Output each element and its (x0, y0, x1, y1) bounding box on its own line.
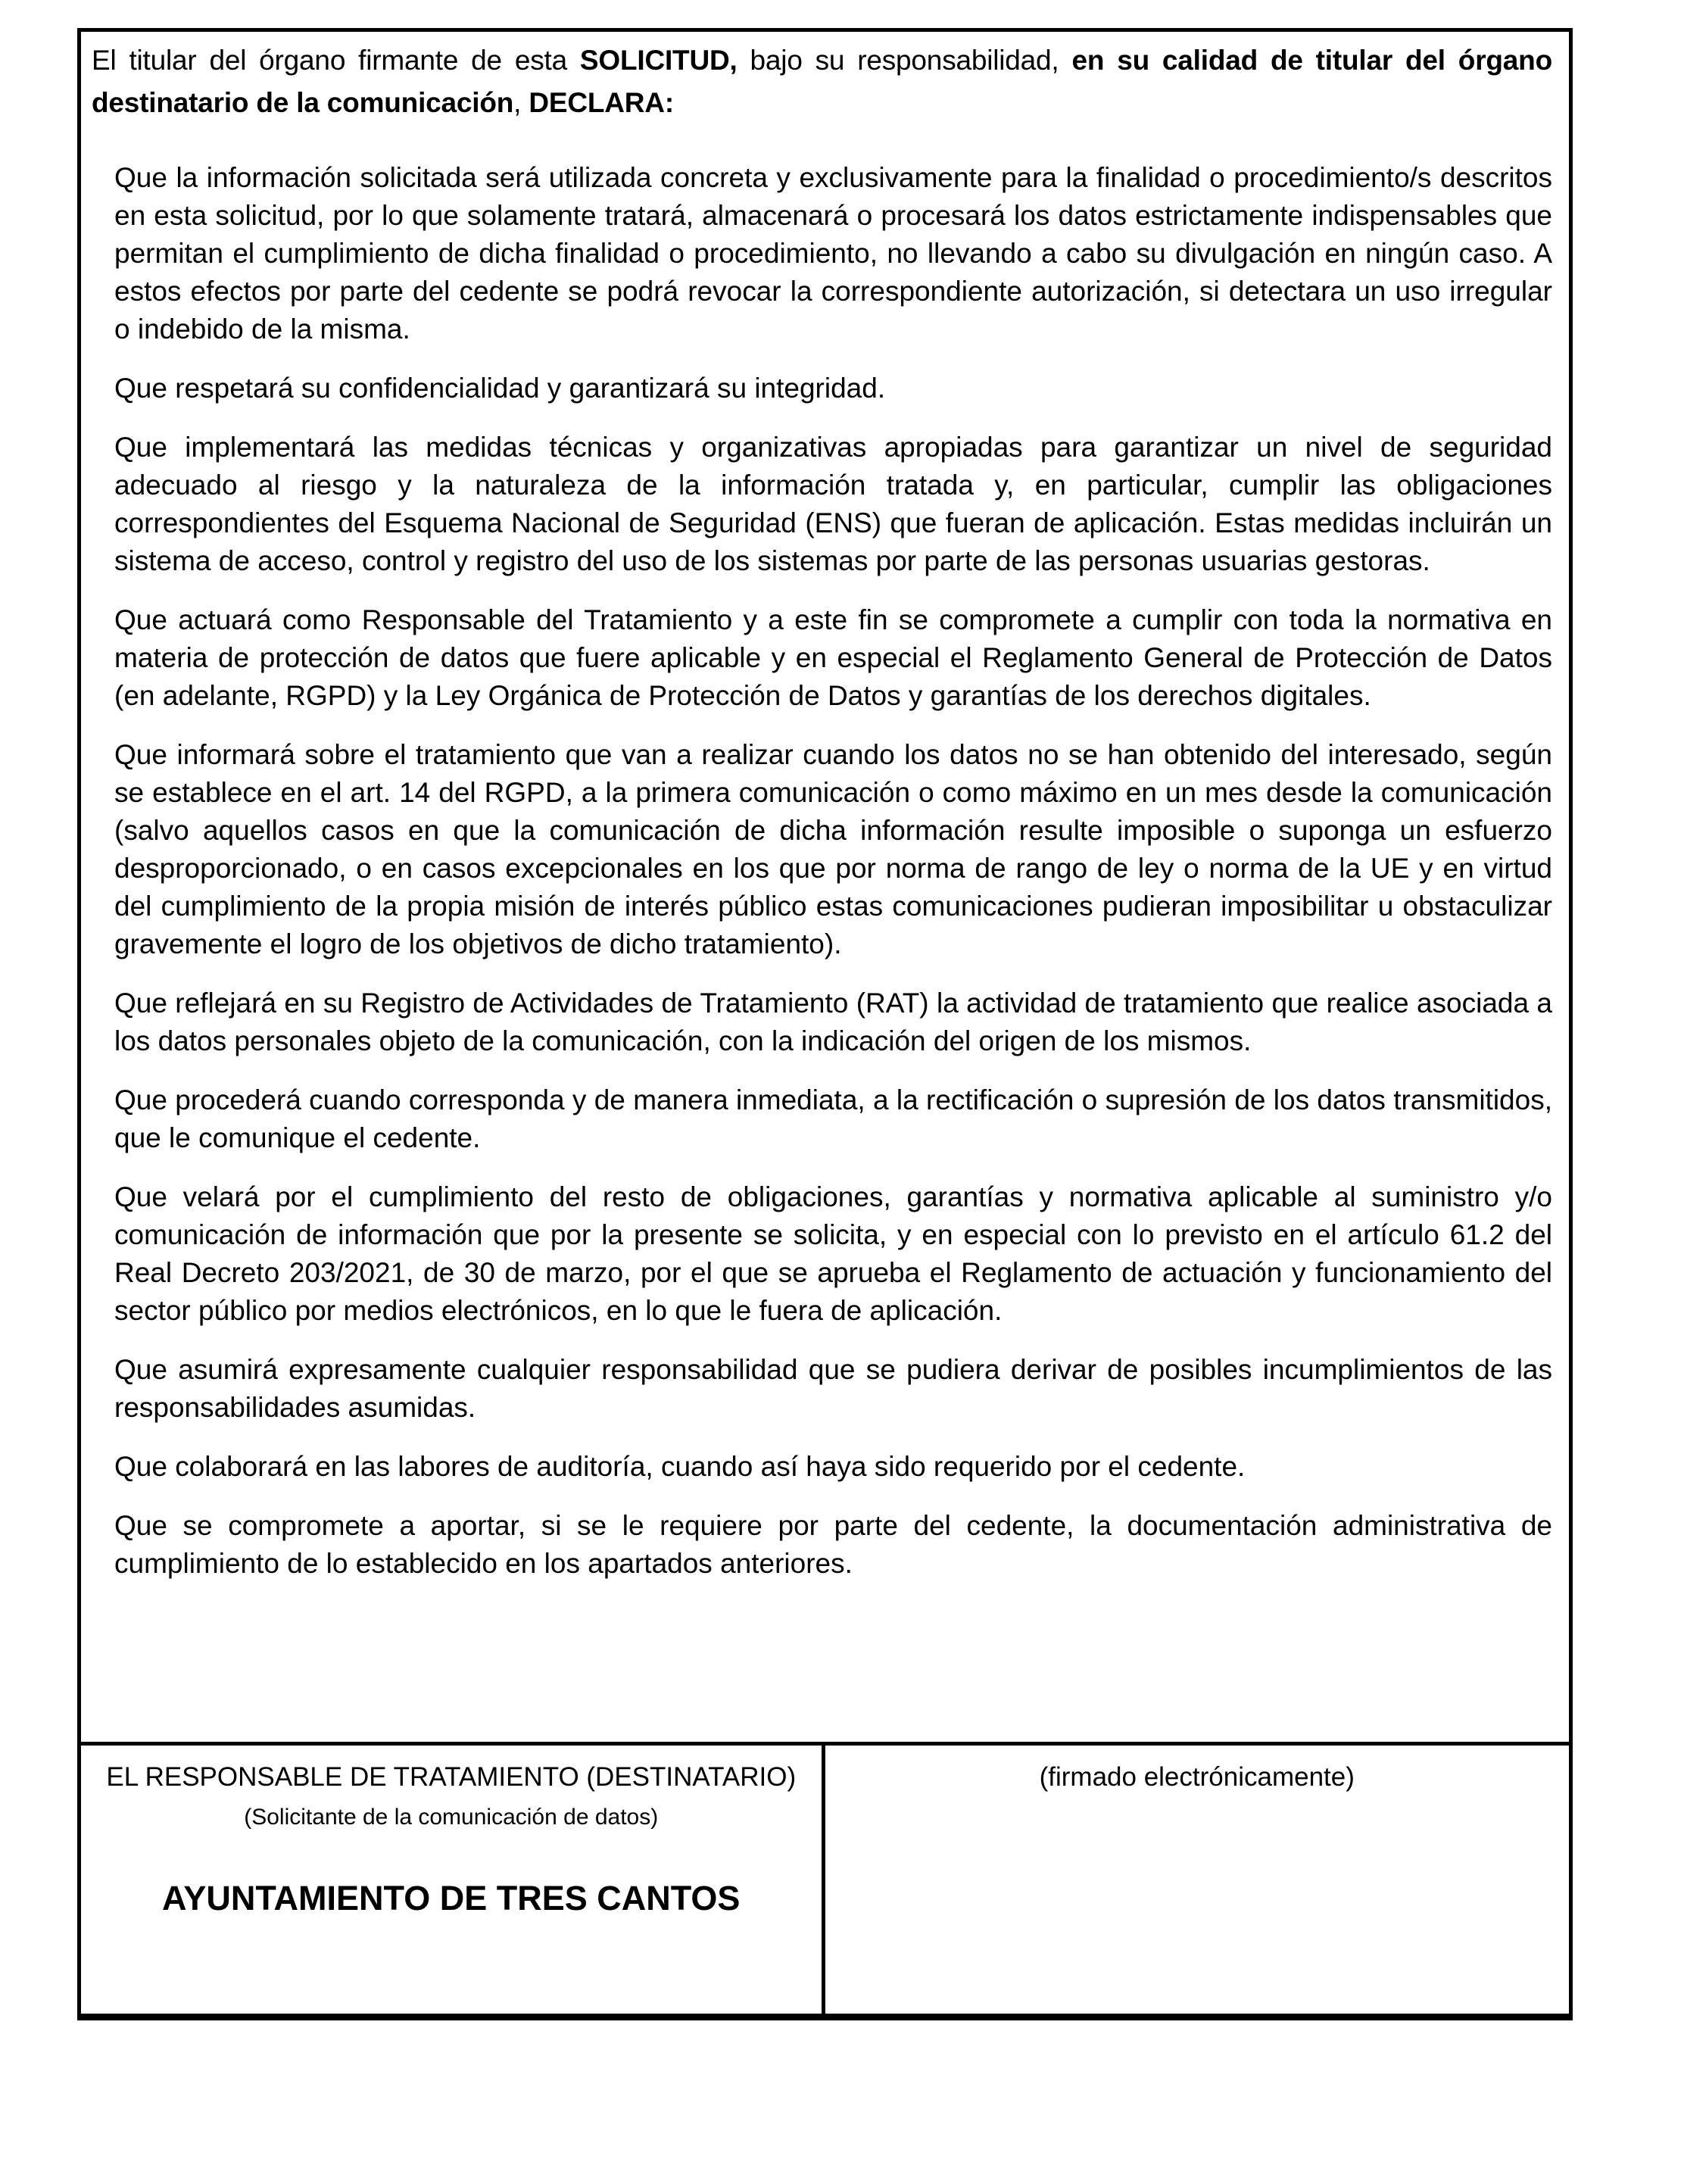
declaration-paragraph: Que implementará las medidas técnicas y organizativas apropiadas para garantizar un nivel de seguridad adecuado al riesgo y la naturaleza de la información tratada y, en particular, cumplir las obligaciones correspondientes del Esquema Nacional de Seguridad (ENS) que fueran de aplicación. Estas medidas incluirán un sistema de acceso, control y registro del uso de los sistemas por parte de las personas usuarias gestoras. (114, 432, 1552, 576)
signed-electronically-note: (firmado electrónicamente) (1039, 1762, 1355, 1792)
header-text-segment: El titular del órgano firmante de esta (92, 45, 580, 76)
header-bold-solicitud: SOLICITUD, (579, 45, 738, 76)
entity-name: AYUNTAMIENTO DE TRES CANTOS (162, 1879, 741, 1917)
header-bold-declara: DECLARA: (529, 87, 674, 118)
declaration-paragraph: Que asumirá expresamente cualquier responsabilidad que se pudiera derivar de posibles incumplimientos de las responsabilidades asumidas. (114, 1354, 1552, 1423)
declaration-paragraph: Que la información solicitada será utilizada concreta y exclusivamente para la finalidad o procedimiento/s descritos en esta solicitud, por lo que solamente tratará, almacenará o procesará los datos estrictamente indispensables que permitan el cumplimiento de dicha finalidad o procedimiento, no llevando a cabo su divulgación en ningún caso. A estos efectos por parte del cedente se podrá revocar la correspondiente autorización, si detectara un uso irregular o indebido de la misma. (114, 162, 1552, 345)
header-bold-titular: en su calidad de titular del órgano destinatario de la comunicación (92, 45, 1552, 118)
signature-right-cell (825, 1746, 1570, 2014)
header-text-segment: , (513, 87, 529, 118)
declaration-paragraph: Que se compromete a aportar, si se le requiere por parte del cedente, la documentación administrativa de cumplimiento de lo establecido en los apartados anteriores. (114, 1510, 1552, 1579)
declaration-paragraph: Que reflejará en su Registro de Actividades de Tratamiento (RAT) la actividad de tratamiento que realice asociada a los datos personales objeto de la comunicación, con la indicación del origen de los mismos. (114, 987, 1552, 1056)
declaration-paragraph: Que velará por el cumplimiento del resto de obligaciones, garantías y normativa aplicable al suministro y/o comunicación de información que por la presente se solicita, y en especial con lo previsto en el artículo 61.2 del Real Decreto 203/2021, de 30 de marzo, por el que se aprueba el Reglamento de actuación y funcionamiento del sector público por medios electrónicos, en lo que le fuera de aplicación. (114, 1181, 1552, 1326)
declaration-paragraph: Que informará sobre el tratamiento que van a realizar cuando los datos no se han obtenido del interesado, según se establece en el art. 14 del RGPD, a la primera comunicación o como máximo en un mes desde la comunicación (salvo aquellos casos en que la comunicación de dicha información resulte imposible o suponga un esfuerzo desproporcionado, o en casos excepcionales en los que por norma de rango de ley o norma de la UE y en virtud del cumplimiento de la propia misión de interés público estas comunicaciones pudieran imposibilitar u obstaculizar gravemente el logro de los objetivos de dicho tratamiento). (114, 739, 1552, 959)
declaration-paragraph: Que colaborará en las labores de auditoría, cuando así haya sido requerido por el cedente. (114, 1451, 1246, 1482)
declaration-paragraph: Que respetará su confidencialidad y garantizará su integridad. (114, 373, 886, 404)
signature-section (81, 1742, 1569, 2014)
header-text-segment: bajo su responsabilidad, (737, 45, 1072, 76)
responsible-title: EL RESPONSABLE DE TRATAMIENTO (DESTINATARIO) (106, 1762, 797, 1792)
declaration-box (77, 28, 1573, 2020)
declaration-paragraph: Que procederá cuando corresponda y de manera inmediata, a la rectificación o supresión de los datos transmitidos, que le comunique el cedente. (114, 1084, 1552, 1153)
declaration-content (81, 32, 1569, 1742)
signature-left-cell (81, 1746, 825, 2014)
declaration-header (92, 39, 1552, 124)
declaration-paragraph: Que actuará como Responsable del Tratamiento y a este fin se compromete a cumplir con toda la normativa en materia de protección de datos que fuere aplicable y en especial el Reglamento General de Protección de Datos (en adelante, RGPD) y la Ley Orgánica de Protección de Datos y garantías de los derechos digitales. (114, 604, 1552, 711)
responsible-subtitle: (Solicitante de la comunicación de datos) (244, 1805, 659, 1830)
declarations-list (114, 159, 1552, 1583)
